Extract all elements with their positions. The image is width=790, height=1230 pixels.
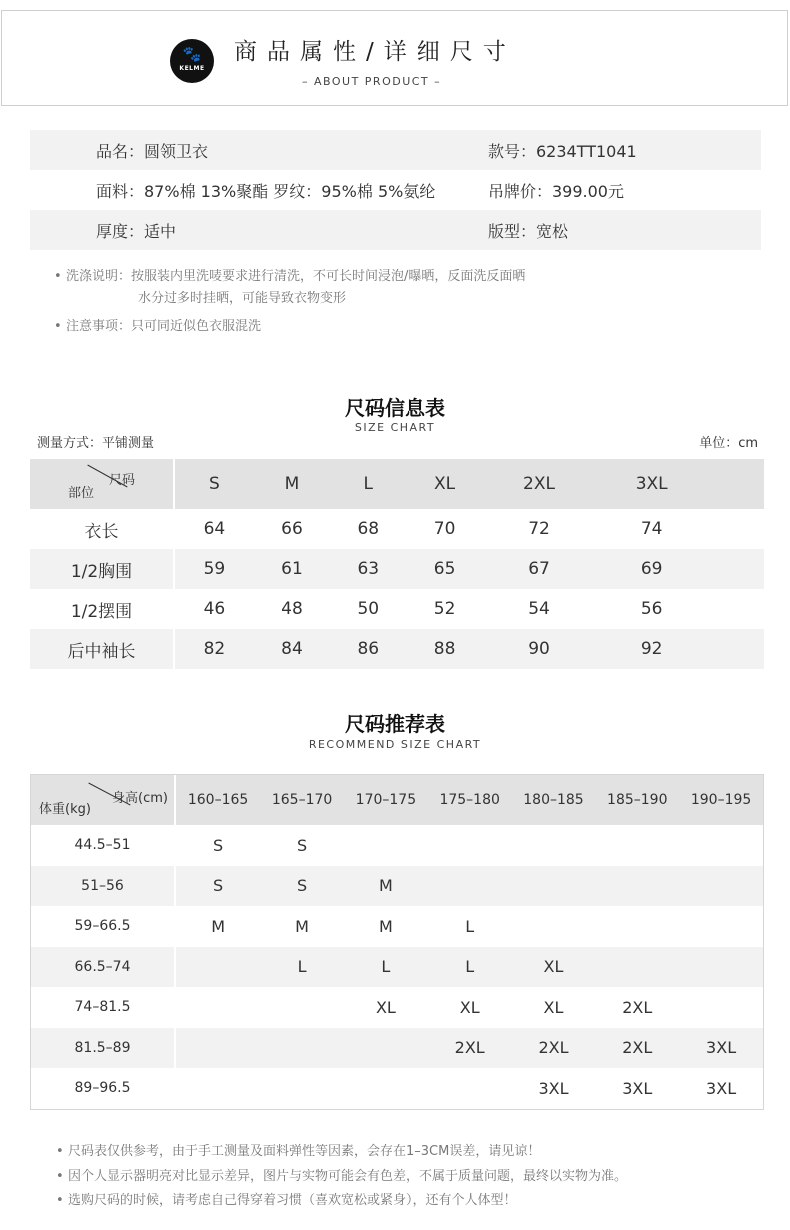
table-cell: L <box>465 916 475 936</box>
table-cell <box>512 825 596 866</box>
table-cell <box>344 825 428 866</box>
measure-method: 测量方式：平铺测量 <box>37 436 155 451</box>
recommend-chart-table <box>31 775 763 1109</box>
table-cell: 3XL <box>538 1078 569 1098</box>
table-row <box>31 1028 763 1069</box>
attribute-fabric: 面料：87%棉 13%聚酯 罗纹：95%棉 5%氨纶 <box>96 181 436 201</box>
table-cell: M <box>211 916 225 936</box>
table-cell: XL <box>375 997 396 1017</box>
table-cell: 61 <box>281 559 303 579</box>
table-cell: 66 <box>281 519 303 539</box>
table-row <box>30 629 764 669</box>
table-cell: S <box>213 876 224 896</box>
table-cell <box>679 906 763 947</box>
attribute-name: 品名：圆领卫衣 <box>96 141 209 161</box>
table-cell: 88 <box>433 639 456 659</box>
table-cell: 63 <box>357 559 380 579</box>
part-name: 衣长 <box>30 509 174 549</box>
corner-height-label: 身高(cm) <box>112 791 168 806</box>
size-col-header: L <box>363 474 374 494</box>
table-cell <box>679 947 763 988</box>
table-cell <box>175 947 260 988</box>
table-cell: 68 <box>357 519 380 539</box>
attribute-row <box>30 210 761 250</box>
height-col-header: 175–180 <box>439 792 500 808</box>
table-cell <box>595 947 679 988</box>
part-name: 后中袖长 <box>30 629 174 669</box>
weight-range: 89–96.5 <box>31 1068 175 1109</box>
table-cell: 86 <box>357 639 380 659</box>
table-cell: S <box>297 876 308 896</box>
table-cell: 2XL <box>538 1038 569 1058</box>
product-header <box>1 10 788 106</box>
table-cell: XL <box>459 997 480 1017</box>
paw-icon: 🐾 <box>182 45 202 63</box>
table-cell <box>260 987 344 1028</box>
table-row <box>30 509 764 549</box>
weight-range: 66.5–74 <box>31 947 175 988</box>
table-row <box>30 589 764 629</box>
table-cell: M <box>295 916 309 936</box>
recommend-chart-subtitle: RECOMMEND SIZE CHART <box>308 738 482 751</box>
table-cell: XL <box>543 997 564 1017</box>
table-cell <box>595 906 679 947</box>
table-row <box>31 1068 763 1109</box>
table-cell <box>260 1068 344 1109</box>
corner-part-label: 部位 <box>68 486 95 501</box>
table-cell <box>512 906 596 947</box>
table-cell: XL <box>543 957 564 977</box>
table-cell <box>428 1068 512 1109</box>
weight-range: 44.5–51 <box>31 825 175 866</box>
table-cell: 72 <box>528 519 550 539</box>
table-cell <box>175 1068 260 1109</box>
size-chart-subtitle: SIZE CHART <box>354 421 436 434</box>
recommend-chart-frame <box>30 774 764 1110</box>
logo-text: KELME <box>179 65 205 72</box>
table-cell: 56 <box>640 599 663 619</box>
size-col-header: M <box>284 474 300 494</box>
table-cell: 52 <box>433 599 456 619</box>
table-cell <box>428 825 512 866</box>
table-cell: 48 <box>281 599 303 619</box>
table-row <box>30 549 764 589</box>
wash-instruction: • 洗涤说明：按服装内里洗唛要求进行清洗，不可长时间浸泡/曝晒，反面洗反面晒 <box>54 266 525 288</box>
table-cell: L <box>381 957 391 977</box>
care-note: • 注意事项：只可同近似色衣服混洗 <box>54 316 525 338</box>
table-cell: 69 <box>640 559 663 579</box>
table-cell <box>175 1028 260 1069</box>
diagonal-line <box>30 459 173 509</box>
weight-range: 74–81.5 <box>31 987 175 1028</box>
product-attributes <box>30 130 761 250</box>
table-cell: M <box>378 876 393 896</box>
table-row <box>31 947 763 988</box>
size-header-row <box>30 459 764 509</box>
part-name: 1/2摆围 <box>30 589 174 629</box>
attribute-row <box>30 130 761 170</box>
unit-label: 单位：cm <box>699 436 758 451</box>
table-cell <box>679 866 763 907</box>
height-header-row <box>31 775 763 825</box>
footnote: • 因个人显示器明亮对比显示差异，图片与实物可能会有色差，不属于质量问题，最终以实物为准。 <box>56 1165 627 1190</box>
page-subtitle: – ABOUT PRODUCT – <box>302 75 442 88</box>
care-notes <box>54 266 525 338</box>
table-row <box>31 906 763 947</box>
weight-range: 81.5–89 <box>31 1028 175 1069</box>
height-col-header: 190–195 <box>690 792 752 808</box>
size-col-header: XL <box>434 474 456 494</box>
size-chart-table <box>30 459 764 669</box>
table-cell: 50 <box>357 599 380 619</box>
table-cell: 2XL <box>622 1038 653 1058</box>
table-cell <box>512 866 596 907</box>
table-cell <box>344 1068 428 1109</box>
attribute-row <box>30 170 761 210</box>
table-row <box>31 825 763 866</box>
table-cell: 92 <box>640 639 663 659</box>
attribute-style-no: 款号：6234TT1041 <box>488 141 637 161</box>
recommend-chart-title: 尺码推荐表 <box>345 712 445 736</box>
table-cell: 84 <box>281 639 303 659</box>
table-cell: L <box>297 957 307 977</box>
table-cell <box>679 987 763 1028</box>
kelme-logo <box>170 39 214 83</box>
table-cell <box>679 825 763 866</box>
table-cell: 70 <box>433 519 456 539</box>
corner-weight-label: 体重(kg) <box>39 802 91 817</box>
attribute-thickness: 厚度：适中 <box>96 221 177 241</box>
table-cell <box>260 1028 344 1069</box>
recommend-corner-cell <box>31 775 175 825</box>
table-cell: 3XL <box>706 1078 737 1098</box>
table-cell: 2XL <box>454 1038 485 1058</box>
part-name: 1/2胸围 <box>30 549 174 589</box>
table-cell: L <box>465 957 475 977</box>
table-cell: 65 <box>433 559 456 579</box>
table-cell: 64 <box>203 519 226 539</box>
height-col-header: 180–185 <box>523 792 584 808</box>
table-cell <box>428 866 512 907</box>
table-row <box>31 987 763 1028</box>
size-col-header: 2XL <box>523 474 555 494</box>
table-cell: 59 <box>203 559 226 579</box>
height-col-header: 160–165 <box>187 792 249 808</box>
table-cell: 67 <box>528 559 550 579</box>
table-cell <box>595 866 679 907</box>
footnote: • 尺码表仅供参考，由于手工测量及面料弹性等因素，会存在1–3CM误差，请见谅！ <box>56 1140 627 1165</box>
weight-range: 59–66.5 <box>31 906 175 947</box>
table-cell <box>595 825 679 866</box>
size-corner-cell <box>30 459 174 509</box>
attribute-price: 吊牌价：399.00元 <box>488 181 624 201</box>
size-col-spacer <box>708 459 764 509</box>
table-cell: 3XL <box>622 1078 653 1098</box>
table-cell: S <box>297 835 308 855</box>
table-cell: 74 <box>640 519 663 539</box>
height-col-header: 170–175 <box>355 792 417 808</box>
table-cell: 82 <box>203 639 226 659</box>
table-cell: S <box>213 835 224 855</box>
height-col-header: 185–190 <box>607 792 668 808</box>
weight-range: 51–56 <box>31 866 175 907</box>
table-cell: 90 <box>528 639 550 659</box>
table-row <box>31 866 763 907</box>
page-title: 商品属性/详细尺寸 <box>234 39 516 65</box>
table-cell: 3XL <box>706 1038 737 1058</box>
wash-instruction-cont: 水分过多时挂晒，可能导致衣物变形 <box>138 291 347 306</box>
table-cell <box>175 987 260 1028</box>
table-cell: M <box>378 916 393 936</box>
height-col-header: 165–170 <box>271 792 333 808</box>
table-cell: 54 <box>528 599 550 619</box>
table-cell: 46 <box>203 599 226 619</box>
footnote: • 选购尺码的时候，请考虑自己得穿着习惯（喜欢宽松或紧身），还有个人体型！ <box>56 1189 627 1214</box>
attribute-fit: 版型：宽松 <box>488 221 569 241</box>
size-col-header: S <box>209 474 220 494</box>
size-col-header: 3XL <box>635 474 668 494</box>
corner-size-label: 尺码 <box>108 473 135 488</box>
table-cell <box>344 1028 428 1069</box>
table-cell: 2XL <box>622 997 653 1017</box>
footnotes <box>56 1140 627 1214</box>
size-chart-title: 尺码信息表 <box>345 396 445 420</box>
